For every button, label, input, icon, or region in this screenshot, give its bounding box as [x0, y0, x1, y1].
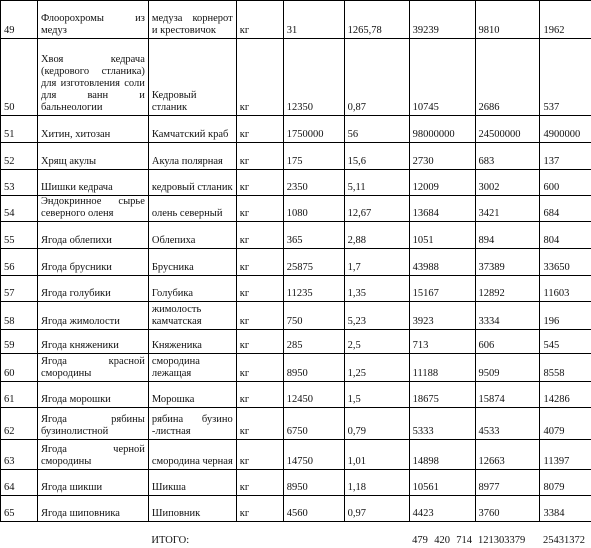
row-number: 58 — [1, 302, 38, 330]
table-row — [1, 354, 591, 382]
quantity: 6750 — [283, 408, 344, 440]
item-name: Хитин, хитозан — [37, 116, 148, 143]
row-number: 59 — [1, 330, 38, 354]
item-name: Ягода черной смородины — [37, 440, 148, 470]
value-col-4: 9810 — [475, 1, 540, 39]
price: 0,87 — [344, 39, 409, 116]
price: 1,01 — [344, 440, 409, 470]
value-col-4: 15874 — [475, 382, 540, 408]
quantity: 4560 — [283, 496, 344, 522]
price: 1265,78 — [344, 1, 409, 39]
row-number: 51 — [1, 116, 38, 143]
table-row — [1, 440, 591, 470]
unit: кг — [236, 249, 283, 276]
unit: кг — [236, 408, 283, 440]
row-number: 64 — [1, 470, 38, 496]
price: 0,79 — [344, 408, 409, 440]
value-col-4: 3334 — [475, 302, 540, 330]
item-name: Хрящ акулы — [37, 143, 148, 170]
table-row — [1, 222, 591, 249]
value-col-5: 545 — [540, 330, 591, 354]
price: 0,97 — [344, 496, 409, 522]
row-number: 54 — [1, 196, 38, 222]
species-name: Акула полярная — [148, 143, 236, 170]
table-row — [1, 143, 591, 170]
value-col-5: 4900000 — [540, 116, 591, 143]
unit: кг — [236, 196, 283, 222]
quantity: 1080 — [283, 196, 344, 222]
value-col-4: 8977 — [475, 470, 540, 496]
item-name: Ягода брусники — [37, 249, 148, 276]
price: 1,7 — [344, 249, 409, 276]
row-number: 57 — [1, 276, 38, 302]
quantity: 14750 — [283, 440, 344, 470]
quantity: 12450 — [283, 382, 344, 408]
total-row — [1, 522, 591, 548]
unit: кг — [236, 276, 283, 302]
species-name: олень северный — [148, 196, 236, 222]
value-col-3: 39239 — [409, 1, 475, 39]
quantity: 750 — [283, 302, 344, 330]
quantity: 285 — [283, 330, 344, 354]
value-col-5: 137 — [540, 143, 591, 170]
table-row — [1, 382, 591, 408]
unit: кг — [236, 39, 283, 116]
value-col-3: 15167 — [409, 276, 475, 302]
unit: кг — [236, 354, 283, 382]
species-name: кедровый стланик — [148, 170, 236, 196]
value-col-5: 3384 — [540, 496, 591, 522]
value-col-5: 804 — [540, 222, 591, 249]
quantity: 8950 — [283, 354, 344, 382]
row-number: 63 — [1, 440, 38, 470]
value-col-5: 8079 — [540, 470, 591, 496]
species-name: рябина бузино -листная — [148, 408, 236, 440]
price: 5,23 — [344, 302, 409, 330]
total-label: ИТОГО: — [148, 522, 236, 548]
species-name: Шиповник — [148, 496, 236, 522]
value-col-3: 18675 — [409, 382, 475, 408]
table-row — [1, 39, 591, 116]
value-col-4: 2686 — [475, 39, 540, 116]
row-number: 56 — [1, 249, 38, 276]
value-col-5: 8558 — [540, 354, 591, 382]
table-row — [1, 170, 591, 196]
table-row — [1, 116, 591, 143]
value-col-4: 606 — [475, 330, 540, 354]
value-col-3: 4423 — [409, 496, 475, 522]
species-name: смородина лежащая — [148, 354, 236, 382]
unit: кг — [236, 496, 283, 522]
unit: кг — [236, 330, 283, 354]
quantity: 11235 — [283, 276, 344, 302]
table-row — [1, 302, 591, 330]
item-name: Ягода шиповника — [37, 496, 148, 522]
unit: кг — [236, 470, 283, 496]
row-number: 50 — [1, 39, 38, 116]
unit: кг — [236, 222, 283, 249]
item-name: Эндокринное сырье северного оленя — [37, 196, 148, 222]
value-col-3: 5333 — [409, 408, 475, 440]
item-name: Ягода голубики — [37, 276, 148, 302]
species-name: смородина черная — [148, 440, 236, 470]
table-row — [1, 330, 591, 354]
item-name: Ягода рябины бузинолистной — [37, 408, 148, 440]
unit: кг — [236, 382, 283, 408]
total-col-5: 25431372 — [540, 522, 591, 548]
price: 2,5 — [344, 330, 409, 354]
price: 5,11 — [344, 170, 409, 196]
quantity: 2350 — [283, 170, 344, 196]
quantity: 25875 — [283, 249, 344, 276]
value-col-5: 33650 — [540, 249, 591, 276]
table-row — [1, 249, 591, 276]
value-col-3: 13684 — [409, 196, 475, 222]
price: 1,18 — [344, 470, 409, 496]
row-number: 55 — [1, 222, 38, 249]
item-name: Шишки кедрача — [37, 170, 148, 196]
row-number: 60 — [1, 354, 38, 382]
value-col-3: 43988 — [409, 249, 475, 276]
item-name: Флоорохромы из медуз — [37, 1, 148, 39]
table-body — [1, 1, 591, 522]
value-col-5: 684 — [540, 196, 591, 222]
item-name: Ягода жимолости — [37, 302, 148, 330]
value-col-4: 683 — [475, 143, 540, 170]
row-number: 61 — [1, 382, 38, 408]
item-name: Ягода облепихи — [37, 222, 148, 249]
item-name: Хвоя кедрача (кедрового стланика) для изготовления соли для ванн и бальнеологии — [37, 39, 148, 116]
value-col-3: 12009 — [409, 170, 475, 196]
species-name: Шикша — [148, 470, 236, 496]
species-name: Княженика — [148, 330, 236, 354]
unit: кг — [236, 440, 283, 470]
value-col-5: 4079 — [540, 408, 591, 440]
value-col-4: 894 — [475, 222, 540, 249]
value-col-4: 24500000 — [475, 116, 540, 143]
table-row — [1, 276, 591, 302]
price: 1,35 — [344, 276, 409, 302]
price: 15,6 — [344, 143, 409, 170]
value-col-3: 10561 — [409, 470, 475, 496]
table-row — [1, 496, 591, 522]
value-col-3: 3923 — [409, 302, 475, 330]
value-col-3: 2730 — [409, 143, 475, 170]
value-col-4: 3421 — [475, 196, 540, 222]
item-name: Ягода морошки — [37, 382, 148, 408]
value-col-5: 11603 — [540, 276, 591, 302]
price: 1,25 — [344, 354, 409, 382]
row-number: 52 — [1, 143, 38, 170]
table-row — [1, 470, 591, 496]
unit: кг — [236, 170, 283, 196]
table-row — [1, 1, 591, 39]
row-number: 49 — [1, 1, 38, 39]
value-col-5: 600 — [540, 170, 591, 196]
species-name: Брусника — [148, 249, 236, 276]
table-row — [1, 196, 591, 222]
total-col-3: 479 420 714 — [409, 522, 475, 548]
species-name: жимолость камчатская — [148, 302, 236, 330]
price: 12,67 — [344, 196, 409, 222]
value-col-5: 537 — [540, 39, 591, 116]
value-col-4: 12663 — [475, 440, 540, 470]
unit: кг — [236, 1, 283, 39]
quantity: 1750000 — [283, 116, 344, 143]
value-col-3: 11188 — [409, 354, 475, 382]
row-number: 53 — [1, 170, 38, 196]
value-col-3: 14898 — [409, 440, 475, 470]
value-col-4: 37389 — [475, 249, 540, 276]
value-col-3: 10745 — [409, 39, 475, 116]
price: 2,88 — [344, 222, 409, 249]
quantity: 175 — [283, 143, 344, 170]
total-col-4: 121303379 — [475, 522, 540, 548]
value-col-5: 1962 — [540, 1, 591, 39]
value-col-4: 4533 — [475, 408, 540, 440]
row-number: 62 — [1, 408, 38, 440]
species-name: медуза корнерот и крестовичок — [148, 1, 236, 39]
unit: кг — [236, 302, 283, 330]
unit: кг — [236, 143, 283, 170]
row-number: 65 — [1, 496, 38, 522]
value-col-5: 196 — [540, 302, 591, 330]
quantity: 365 — [283, 222, 344, 249]
table-row — [1, 408, 591, 440]
value-col-4: 3760 — [475, 496, 540, 522]
species-name: Облепиха — [148, 222, 236, 249]
quantity: 12350 — [283, 39, 344, 116]
unit: кг — [236, 116, 283, 143]
value-col-3: 713 — [409, 330, 475, 354]
value-col-4: 9509 — [475, 354, 540, 382]
value-col-5: 14286 — [540, 382, 591, 408]
quantity: 8950 — [283, 470, 344, 496]
species-name: Голубика — [148, 276, 236, 302]
item-name: Ягода красной смородины — [37, 354, 148, 382]
species-name: Камчатский краб — [148, 116, 236, 143]
item-name: Ягода шикши — [37, 470, 148, 496]
value-col-5: 11397 — [540, 440, 591, 470]
value-col-3: 1051 — [409, 222, 475, 249]
value-col-4: 12892 — [475, 276, 540, 302]
price: 56 — [344, 116, 409, 143]
item-name: Ягода княженики — [37, 330, 148, 354]
species-name: Морошка — [148, 382, 236, 408]
quantity: 31 — [283, 1, 344, 39]
value-col-4: 3002 — [475, 170, 540, 196]
species-name: Кедровый стланик — [148, 39, 236, 116]
value-col-3: 98000000 — [409, 116, 475, 143]
price: 1,5 — [344, 382, 409, 408]
